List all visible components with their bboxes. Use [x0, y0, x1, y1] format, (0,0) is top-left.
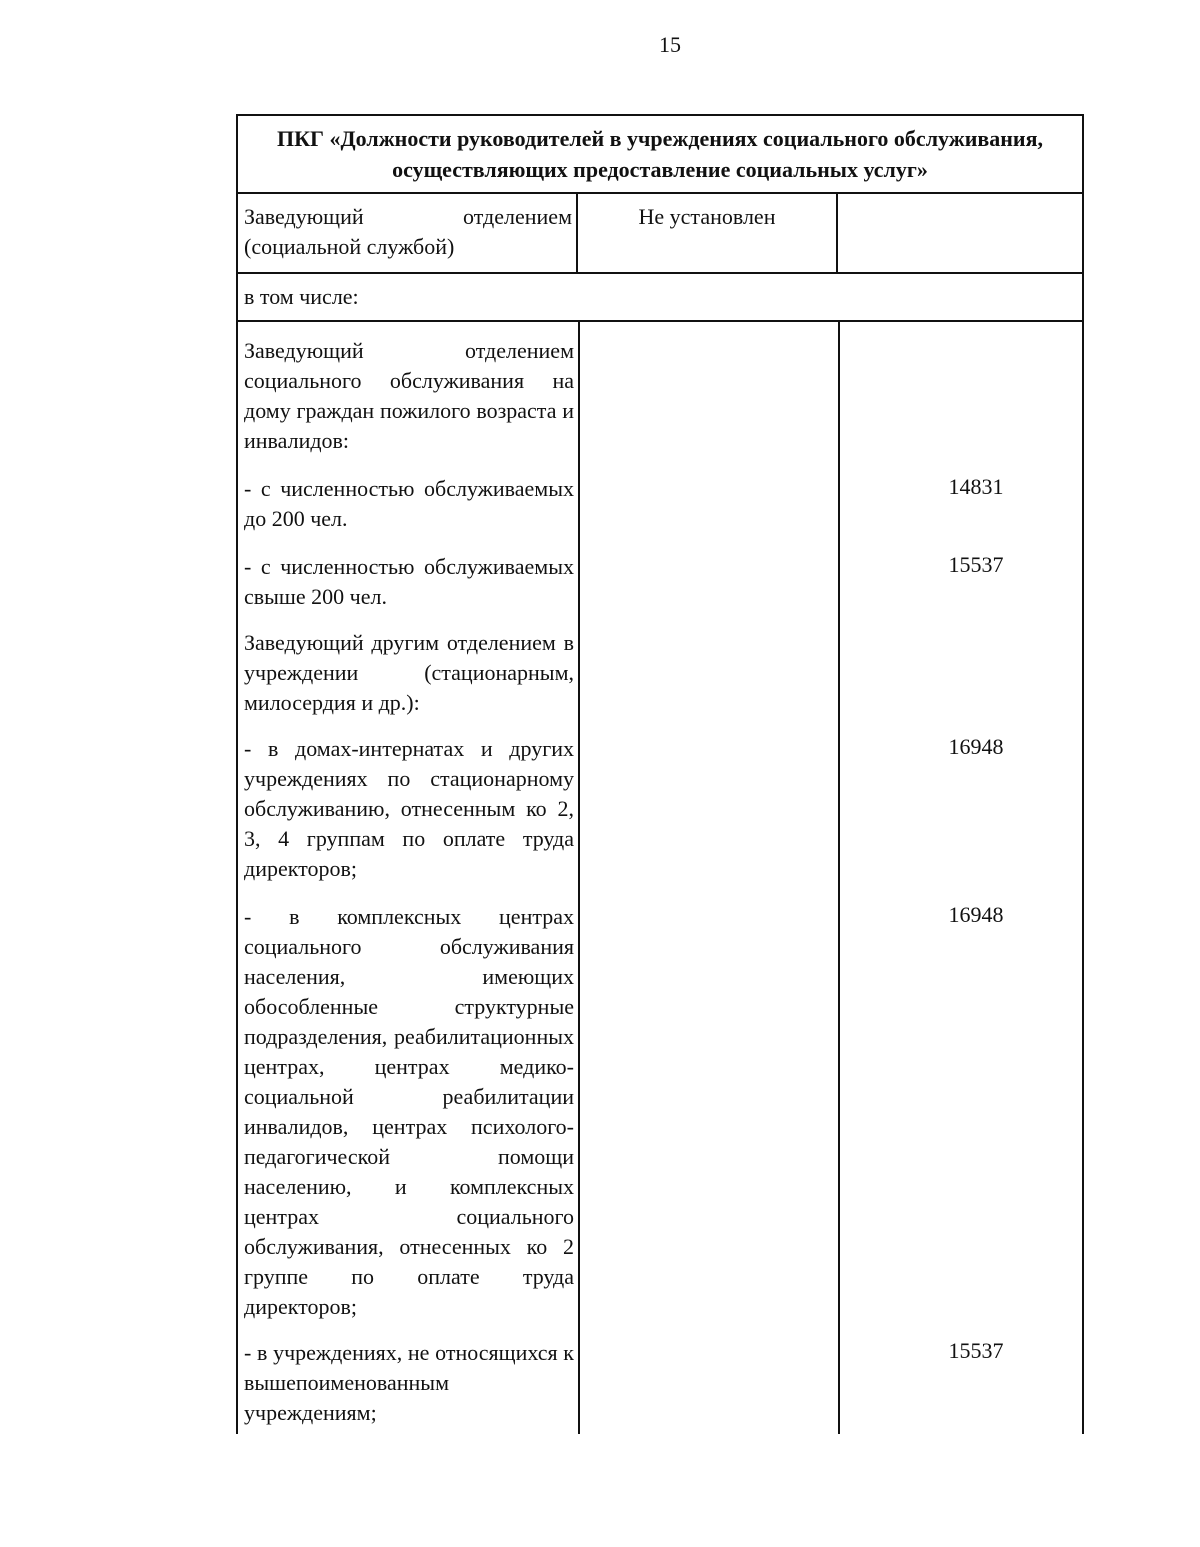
subheader-row: в том числе:: [236, 274, 1084, 322]
salary-value: [838, 194, 1082, 272]
table-body: [236, 322, 1084, 1434]
salary-value: 14831: [948, 474, 1004, 499]
page-number: 15: [659, 32, 681, 57]
list-item: Заведующий другим отделением в учреждении (стационарным, милосердия и др.):: [244, 630, 574, 715]
position-name: Заведующий отделением (социальной службой): [238, 194, 578, 272]
qualification-level: Не установлен: [578, 194, 838, 272]
table-header: ПКГ «Должности руководителей в учреждениях социального обслуживания, осуществляющих предоставление социальных услуг»: [236, 114, 1084, 194]
salary-value: 15537: [948, 1338, 1004, 1363]
salary-value: 15537: [948, 552, 1004, 577]
salary-table: [236, 114, 1084, 1434]
list-item: - с численностью обслуживаемых до 200 чел.: [244, 476, 574, 531]
table-row: [236, 194, 1084, 274]
column-divider: [578, 322, 580, 1434]
salary-value: 16948: [948, 902, 1004, 927]
list-item: - в комплексных центрах социального обслуживания населения, имеющих обособленные структурные подразделения, реабилитационных центрах, центрах медико-социальной реабилитации инвалидов, центрах психолого-педагогической помощи населению, и комплексных центрах социального обслуживания, отнесенных ко 2 группе по оплате труда директоров;: [244, 904, 574, 1319]
salary-value: 16948: [948, 734, 1004, 759]
list-item: - с численностью обслуживаемых свыше 200 чел.: [244, 554, 574, 609]
list-item: Заведующий отделением социального обслуживания на дому граждан пожилого возраста и инвалидов:: [244, 338, 574, 453]
list-item: - в учреждениях, не относящихся к вышепоименованным учреждениям;: [244, 1340, 574, 1425]
list-item: - в домах-интернатах и других учреждениях по стационарному обслуживанию, отнесенным ко 2, 3, 4 группам по оплате труда директоров;: [244, 736, 574, 881]
